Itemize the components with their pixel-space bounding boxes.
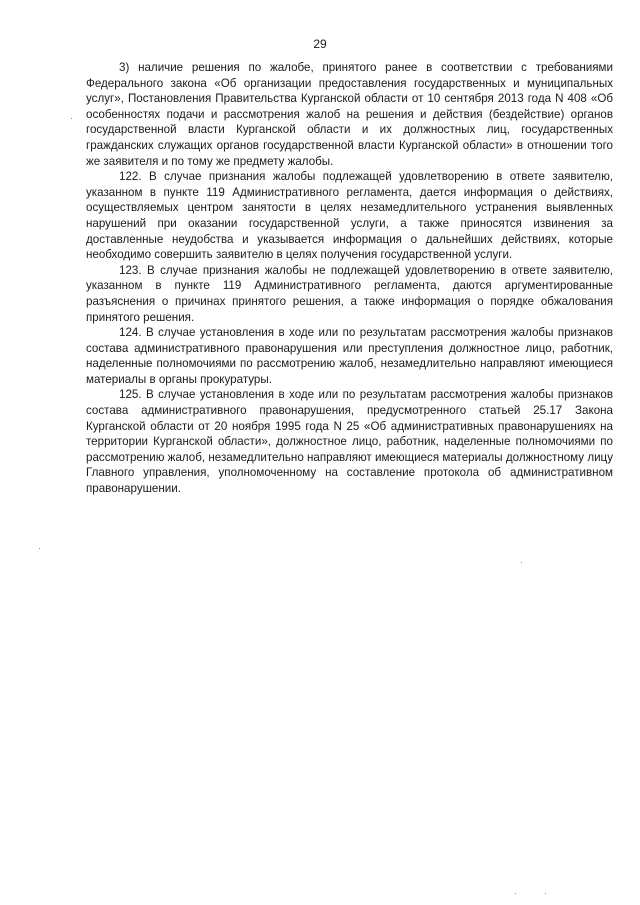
scan-speck: [515, 893, 516, 894]
paragraph-123: 123. В случае признания жалобы не подлежащей удовлетворению в ответе заявителю, указанном в пункте 119 Административного регламента, даются аргументированные разъяснения о причинах принятого решения, а также информация о порядке обжалования принятого решения.: [86, 263, 613, 324]
page-number: 29: [313, 37, 327, 51]
paragraph-122: 122. В случае признания жалобы подлежащей удовлетворению в ответе заявителю, указанном в пункте 119 Административного регламента, дается информация о действиях, осуществляемых центром занятости в целях незамедлительного устранения выявленных нарушений при оказании государственной услуги, а также приносятся извинения за доставленные неудобства и указывается информация о дальнейших действиях, которые необходимо совершить заявителю в целях получения государственной услуги.: [86, 170, 613, 262]
paragraph-124: 124. В случае установления в ходе или по результатам рассмотрения жалобы признаков состава административного правонарушения или преступления должностное лицо, работник, наделенные полномочиями по рассмотрению жалоб, незамедлительно направляют имеющиеся материалы в органы прокуратуры.: [86, 326, 613, 386]
paragraph-125: 125. В случае установления в ходе или по результатам рассмотрения жалобы признаков состава административного правонарушения, предусмотренного статьей 25.17 Закона Курганской области от 20 ноября 1995 года N 25 «Об административных правонарушениях на территории Курганской области», должностное лицо, работник, наделенные полномочиями по рассмотрению жалоб, незамедлительно направляют имеющиеся материалы должностному лицу Главного управления, уполномоченному на составление протокола об административном правонарушении.: [86, 388, 613, 496]
scan-speck: [39, 548, 40, 549]
scan-speck: [545, 893, 546, 894]
scan-speck: [71, 118, 72, 119]
document-body: [86, 60, 613, 497]
scan-speck: [521, 562, 522, 563]
paragraph-item-3: 3) наличие решения по жалобе, принятого ранее в соответствии с требованиями Федерального закона «Об организации предоставления государственных и муниципальных услуг», Постановления Правительства Курганской области от 10 сентября 2013 года N 408 «Об особенностях подачи и рассмотрения жалоб на решения и действия (бездействие) органов государственной власти Курганской области и их должностных лиц, государственных гражданских служащих органов государственной власти Курганской области» в отношении того же заявителя и по тому же предмету жалобы.: [86, 61, 613, 168]
